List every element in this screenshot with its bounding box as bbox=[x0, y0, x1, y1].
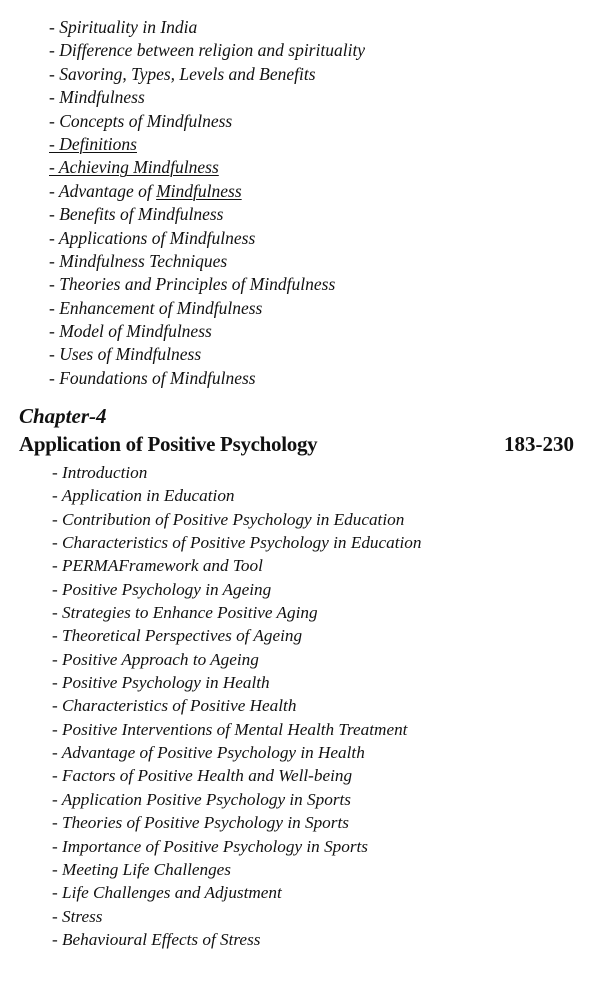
list-item: - Applications of Mindfulness bbox=[49, 227, 256, 248]
list-item-prefix: - Advantage of bbox=[49, 180, 157, 201]
list-item: - Model of Mindfulness bbox=[49, 321, 212, 342]
list-item: - Stress bbox=[52, 906, 103, 926]
list-item: - Application in Education bbox=[52, 486, 235, 506]
list-item: - Behavioural Effects of Stress bbox=[52, 929, 261, 949]
list-item: - Foundations of Mindfulness bbox=[49, 367, 256, 388]
list-item: - Concepts of Mindfulness bbox=[49, 110, 233, 131]
list-item: - Life Challenges and Adjustment bbox=[52, 883, 282, 903]
list-item: - PERMAFramework and Tool bbox=[52, 556, 263, 576]
list-item: - Contribution of Positive Psychology in Education bbox=[52, 509, 405, 529]
list-item: - Factors of Positive Health and Well-being bbox=[52, 766, 353, 786]
list-item bbox=[49, 180, 365, 203]
list-item: - Theoretical Perspectives of Ageing bbox=[52, 626, 303, 646]
chapter-title: Application of Positive Psychology bbox=[19, 432, 318, 456]
list-item: - Theories and Principles of Mindfulness bbox=[49, 274, 336, 295]
list-item: - Difference between religion and spirituality bbox=[49, 40, 366, 61]
list-item-underlined: - Definitions bbox=[49, 133, 137, 154]
list-item: - Enhancement of Mindfulness bbox=[49, 297, 263, 318]
list-item: - Positive Approach to Ageing bbox=[52, 649, 259, 669]
contents-list-chapter-4 bbox=[52, 461, 421, 951]
list-item: - Theories of Positive Psychology in Sports bbox=[52, 813, 349, 833]
chapter-label: Chapter-4 bbox=[19, 404, 107, 428]
list-item: - Importance of Positive Psychology in Sports bbox=[52, 836, 368, 856]
list-item-underlined: - Achieving Mindfulness bbox=[49, 157, 219, 178]
list-item: - Characteristics of Positive Psychology in Education bbox=[52, 533, 422, 553]
list-item: - Uses of Mindfulness bbox=[49, 344, 202, 365]
list-item: - Positive Interventions of Mental Health Treatment bbox=[52, 719, 408, 739]
underlined-word: Mindfulness bbox=[156, 180, 242, 201]
chapter-page-range: 183-230 bbox=[504, 432, 574, 456]
list-item: - Benefits of Mindfulness bbox=[49, 204, 224, 225]
list-item: - Mindfulness Techniques bbox=[49, 250, 228, 271]
list-item: - Savoring, Types, Levels and Benefits bbox=[49, 63, 316, 84]
contents-list-chapter-3 bbox=[49, 16, 365, 390]
list-item: - Meeting Life Challenges bbox=[52, 859, 232, 879]
list-item: - Introduction bbox=[52, 463, 148, 482]
list-item: - Advantage of Positive Psychology in Health bbox=[52, 743, 365, 763]
list-item: - Spirituality in India bbox=[49, 17, 198, 37]
list-item: - Positive Psychology in Ageing bbox=[52, 579, 272, 599]
list-item: - Application Positive Psychology in Sports bbox=[52, 789, 351, 809]
list-item: - Positive Psychology in Health bbox=[52, 673, 270, 693]
list-item: - Characteristics of Positive Health bbox=[52, 696, 297, 716]
list-item: - Strategies to Enhance Positive Aging bbox=[52, 603, 318, 623]
list-item: - Mindfulness bbox=[49, 87, 145, 108]
